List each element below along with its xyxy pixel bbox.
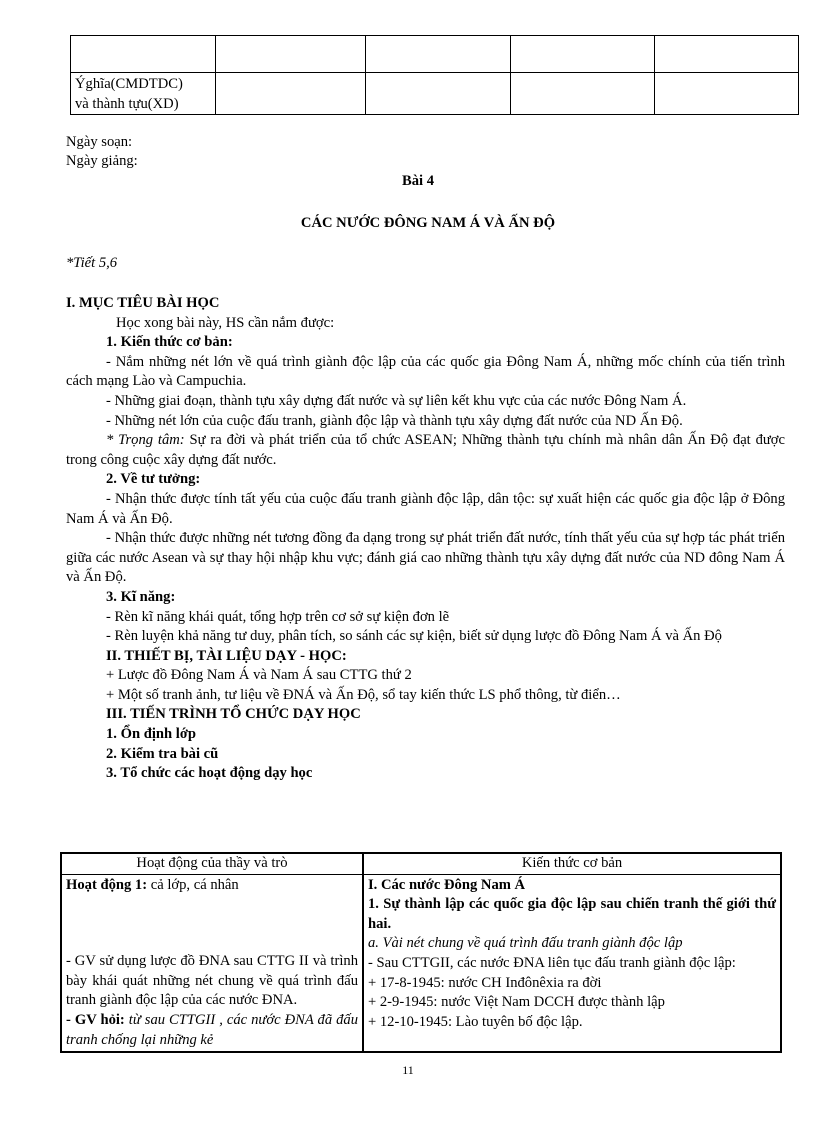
paragraph: Học xong bài này, HS cần nắm được:: [116, 314, 335, 331]
paragraph: [66, 431, 785, 470]
subheading: 2. Về tư tưởng:: [106, 471, 201, 488]
label-line: Ýghĩa(CMDTDC): [75, 76, 183, 92]
emphasis: * Trọng tâm:: [106, 432, 185, 449]
activity-table: [60, 852, 782, 1053]
page-title: CÁC NƯỚC ĐÔNG NAM Á VÀ ẤN ĐỘ: [300, 215, 556, 231]
table-header-row: [61, 853, 781, 874]
subheading: 2. Kiểm tra bài cũ: [106, 745, 219, 762]
label-line: và thành tựu(XD): [75, 95, 179, 112]
knowledge-cell: [363, 874, 781, 1052]
paragraph: + Một số tranh ảnh, tư liệu về ĐNÁ và Ấn Độ, sổ tay kiến thức LS phổ thông, từ điển…: [106, 686, 621, 703]
table-row: [71, 73, 799, 115]
table-cell: [71, 36, 216, 73]
subheading: 1. Ổn định lớp: [106, 726, 197, 743]
subheading: 1. Kiến thức cơ bản:: [106, 334, 233, 351]
section-heading: I. MỤC TIÊU BÀI HỌC: [66, 295, 220, 311]
subheading: 1. Sự thành lập các quốc gia độc lập sau chiến tranh thế giới thứ hai.: [368, 896, 776, 932]
summary-table-fragment: [70, 35, 799, 115]
lesson-number: Bài 4: [401, 173, 435, 189]
paragraph: - Nắm những nét lớn về quá trình giành độc lập của các quốc gia Đông Nam Á, những mốc chính của tiến trình cách mạng Lào và Campuchia.: [66, 353, 785, 390]
teach-date: Ngày giảng:: [66, 153, 138, 169]
table-cell: [511, 36, 655, 73]
prep-date: Ngày soạn:: [66, 134, 133, 150]
paragraph: [66, 1011, 358, 1050]
section-heading: II. THIẾT BỊ, TÀI LIỆU DẠY - HỌC:: [106, 647, 347, 664]
table-row: [61, 874, 781, 1052]
section-heading: I. Các nước Đông Nam Á: [368, 876, 526, 893]
list-item: + 2-9-1945: nước Việt Nam DCCH được thành lập: [368, 994, 665, 1011]
paragraph: - Những giai đoạn, thành tựu xây dựng đất nước và sự liên kết khu vực của các nước Đông Nam Á.: [106, 392, 687, 409]
lesson-body: [66, 294, 785, 784]
subheading: 3. Tổ chức các hoạt động dạy học: [106, 765, 313, 782]
text: Sự ra đời và phát triển của tổ chức ASEAN; Những thành tựu chính mà nhân dân Ấn Độ đạt được trong công cuộc xây dựng đất nước.: [66, 432, 785, 468]
paragraph: - Nhận thức được tính tất yếu của cuộc đấu tranh giành độc lập, dân tộc: sự xuất hiện các quốc gia độc lập ở Đông Nam Á và Ấn Độ.: [66, 490, 785, 527]
table-cell: [366, 73, 511, 115]
table-cell: [216, 73, 366, 115]
section-heading: III. TIẾN TRÌNH TỔ CHỨC DẠY HỌC: [106, 706, 361, 723]
paragraph: - Nhận thức được những nét tương đồng đa dạng trong sự phát triển đất nước, tính thất yếu của sự hợp tác phát triển giữa các nước Asean và sự thay hội nhập khu vực; đánh giá cao những thành tựu xây dựng đất nước của ND đông Nam Á và Ấn Độ.: [66, 530, 785, 586]
table-cell: [655, 73, 799, 115]
paragraph: - Rèn kĩ năng khái quát, tổng hợp trên cơ sở sự kiện đơn lẽ: [106, 608, 450, 625]
activity-title: Hoạt động 1:: [66, 876, 148, 893]
lesson-meta: [66, 133, 138, 171]
table-cell-label: [71, 73, 216, 115]
paragraph: - Rèn luyện khả năng tư duy, phân tích, so sánh các sự kiện, biết sử dụng lược đồ Đông Nam Á và Ấn Độ: [106, 628, 722, 645]
paragraph: - Sau CTTGII, các nước ĐNA liên tục đấu tranh giành độc lập:: [368, 954, 736, 971]
subheading: 3. Kĩ năng:: [106, 588, 176, 605]
paragraph: + Lược đồ Đông Nam Á và Nam Á sau CTTG thứ 2: [106, 667, 412, 684]
period-label: *Tiết 5,6: [66, 255, 118, 271]
table-row: [71, 36, 799, 73]
question-label: - GV hỏi:: [66, 1011, 125, 1028]
paragraph: - GV sử dụng lược đồ ĐNA sau CTTG II và trình bày khái quát những nét chung về quá trình đấu tranh giành độc lập của các nước ĐNA.: [66, 953, 358, 1009]
table-cell: [511, 73, 655, 115]
activities-cell: [61, 874, 363, 1052]
column-header-activities: Hoạt động của thầy và trò: [61, 853, 363, 874]
activity-label: [66, 876, 358, 896]
list-item: + 12-10-1945: Lào tuyên bố độc lập.: [368, 1013, 583, 1030]
table-cell: [216, 36, 366, 73]
paragraph: - Những nét lớn của cuộc đấu tranh, giành độc lập và thành tựu xây dựng đất nước của ND Ấn Độ.: [106, 412, 683, 429]
column-header-knowledge: Kiến thức cơ bản: [363, 853, 781, 874]
subheading-italic: a. Vài nét chung về quá trình đấu tranh giành độc lập: [368, 935, 683, 952]
page-number: 11: [402, 1063, 414, 1077]
question-text: từ sau CTTGII , các nước ĐNA đã đấu tranh chống lại những kẻ: [66, 1011, 358, 1048]
table-cell: [655, 36, 799, 73]
text: cả lớp, cá nhân: [147, 876, 239, 893]
spacer: [66, 895, 358, 952]
table-cell: [366, 36, 511, 73]
list-item: + 17-8-1945: nước CH Inđônêxia ra đời: [368, 974, 602, 991]
